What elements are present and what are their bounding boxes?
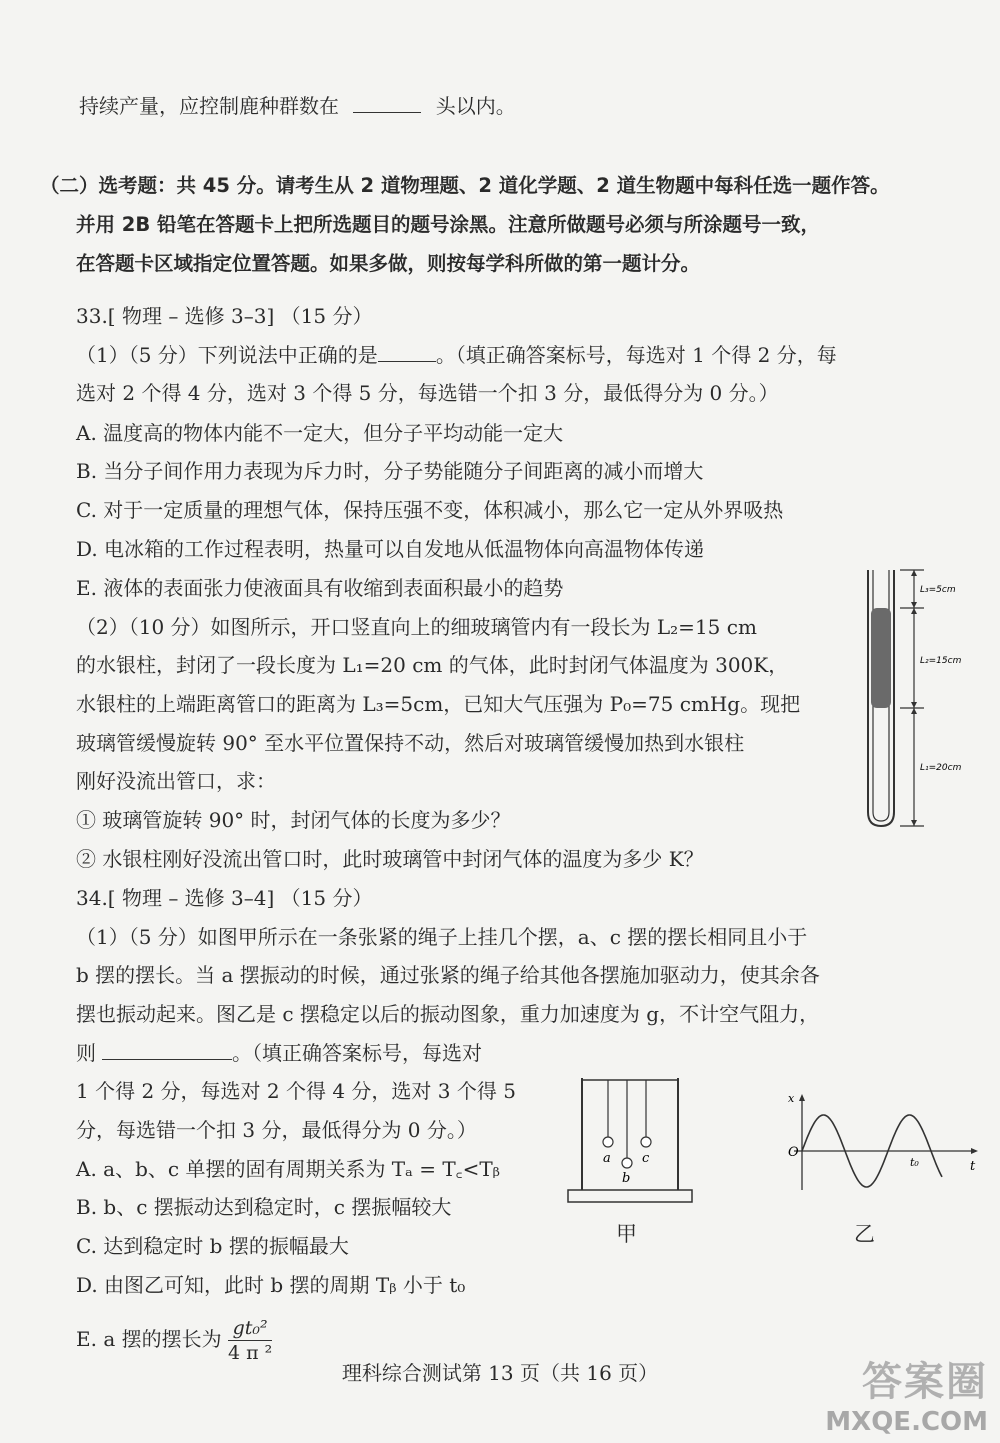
- y-axis-label: x: [788, 1092, 795, 1105]
- oscillation-graph: [772, 1088, 982, 1198]
- x-axis-label: t: [970, 1159, 976, 1174]
- q34-part1-line4: [76, 1040, 482, 1066]
- pendulum-figure: [566, 1072, 696, 1222]
- mercury-column: [871, 608, 891, 708]
- section2-line-3: 在答题卡区域指定位置答题。如果多做，则按每学科所做的第一题计分。: [76, 252, 701, 275]
- top-line-text: 持续产量，应控制鹿种群数在: [79, 94, 339, 118]
- q34-part1-line3: 摆也振动起来。图乙是 c 摆稳定以后的振动图象，重力加速度为 g，不计空气阻力，: [76, 1002, 820, 1026]
- q34-part1-line6: 分，每选错一个扣 3 分，最低得分为 0 分。）: [76, 1118, 477, 1142]
- q33-option-d: D. 电冰箱的工作过程表明，热量可以自发地从低温物体向高温物体传递: [76, 537, 705, 561]
- pendulum-a: [603, 1137, 613, 1147]
- q33-part1-line1: [76, 342, 837, 368]
- q33-part1-line2: 选对 2 个得 4 分，选对 3 个得 5 分，每选错一个扣 3 分，最低得分为 0 分。）: [76, 381, 779, 405]
- q33-part2-line2: 的水银柱，封闭了一段长度为 L₁=20 cm 的气体，此时封闭气体温度为 300K，: [76, 653, 789, 677]
- glass-tube-figure: [860, 568, 970, 832]
- q33-part1-text: （1）（5 分）下列说法中正确的是: [76, 343, 378, 367]
- q33-part2-line1: （2）（10 分）如图所示，开口竖直向上的细玻璃管内有一段长为 L₂=15 cm: [76, 615, 757, 639]
- label-c: c: [642, 1151, 650, 1166]
- q33-part1-text-after: 。（填正确答案标号，每选对 1 个得 2 分，每: [435, 343, 837, 367]
- figure-caption-jia: 甲: [616, 1222, 637, 1246]
- q33-option-e: E. 液体的表面张力使液面具有收缩到表面积最小的趋势: [76, 576, 564, 600]
- q33-option-a: A. 温度高的物体内能不一定大，但分子平均动能一定大: [76, 421, 564, 445]
- answer-blank: [353, 94, 421, 113]
- q34-part1-line5: 1 个得 2 分，每选对 2 个得 4 分，选对 3 个得 5: [76, 1079, 516, 1103]
- q33-option-c: C. 对于一定质量的理想气体，保持压强不变，体积减小，那么它一定从外界吸热: [76, 498, 784, 522]
- watermark-url: MXQE.COM: [825, 1407, 988, 1437]
- origin-label: O: [788, 1145, 799, 1160]
- q33-header: 33.[ 物理 – 选修 3–3] （15 分）: [76, 304, 373, 328]
- pendulum-b: [622, 1158, 632, 1168]
- answer-blank: [102, 1041, 232, 1060]
- q34-option-e-text: E. a 摆的摆长为: [76, 1327, 222, 1351]
- label-l3: L₃=5cm: [920, 585, 956, 595]
- top-line: [79, 93, 516, 119]
- section2-line-1: （二）选考题：共 45 分。请考生从 2 道物理题、2 道化学题、2 道生物题中每科任选一题作答。: [40, 174, 890, 197]
- label-a: a: [603, 1151, 611, 1166]
- q34-option-a: A. a、b、c 单摆的固有周期关系为 Tₐ = T꜀<Tᵦ: [76, 1157, 500, 1181]
- q34-part1-line2: b 摆的摆长。当 a 摆振动的时候，通过张紧的绳子给其他各摆施加驱动力，使其余各: [76, 963, 820, 987]
- q33-part2-line4: 玻璃管缓慢旋转 90° 至水平位置保持不动，然后对玻璃管缓慢加热到水银柱: [76, 731, 745, 755]
- q34-header: 34.[ 物理 – 选修 3–4] （15 分）: [76, 886, 373, 910]
- q34-part1-line1: （1）（5 分）如图甲所示在一条张紧的绳子上挂几个摆，a、c 摆的摆长相同且小于: [76, 925, 808, 949]
- label-l1: L₁=20cm: [920, 763, 962, 773]
- t0-label: t₀: [910, 1156, 919, 1169]
- q33-option-b: B. 当分子间作用力表现为斥力时，分子势能随分子间距离的减小而增大: [76, 459, 704, 483]
- answer-blank: [378, 343, 436, 362]
- q34-text: 则: [76, 1041, 96, 1065]
- section2-line-2: 并用 2B 铅笔在答题卡上把所选题目的题号涂黑。注意所做题号必须与所涂题号一致，: [76, 213, 821, 236]
- q33-sub-question-1: ① 玻璃管旋转 90° 时，封闭气体的长度为多少？: [76, 808, 511, 832]
- q34-option-d: D. 由图乙可知，此时 b 摆的周期 Tᵦ 小于 t₀: [76, 1273, 466, 1297]
- page-footer: 理科综合测试第 13 页（共 16 页）: [341, 1361, 659, 1385]
- fraction-denominator: 4 π ²: [227, 1342, 273, 1364]
- q34-text-after: 。（填正确答案标号，每选对: [232, 1041, 482, 1065]
- q34-option-c: C. 达到稳定时 b 摆的振幅最大: [76, 1234, 349, 1258]
- q33-sub-question-2: ② 水银柱刚好没流出管口时，此时玻璃管中封闭气体的温度为多少 K？: [76, 847, 704, 871]
- label-l2: L₂=15cm: [920, 656, 962, 666]
- site-watermark: [825, 1350, 988, 1437]
- q34-option-b: B. b、c 摆振动达到稳定时，c 摆振幅较大: [76, 1195, 452, 1219]
- q33-part2-line3: 水银柱的上端距离管口的距离为 L₃=5cm，已知大气压强为 P₀=75 cmHg。现把: [76, 692, 801, 716]
- top-line-suffix: 头以内。: [435, 94, 516, 118]
- figure-caption-yi: 乙: [854, 1222, 875, 1246]
- label-b: b: [622, 1171, 631, 1186]
- watermark-logo: 答案圈: [862, 1359, 988, 1405]
- pendulum-c: [641, 1137, 651, 1147]
- q33-part2-line5: 刚好没流出管口，求：: [76, 769, 276, 793]
- fraction-numerator: gt₀²: [228, 1316, 272, 1341]
